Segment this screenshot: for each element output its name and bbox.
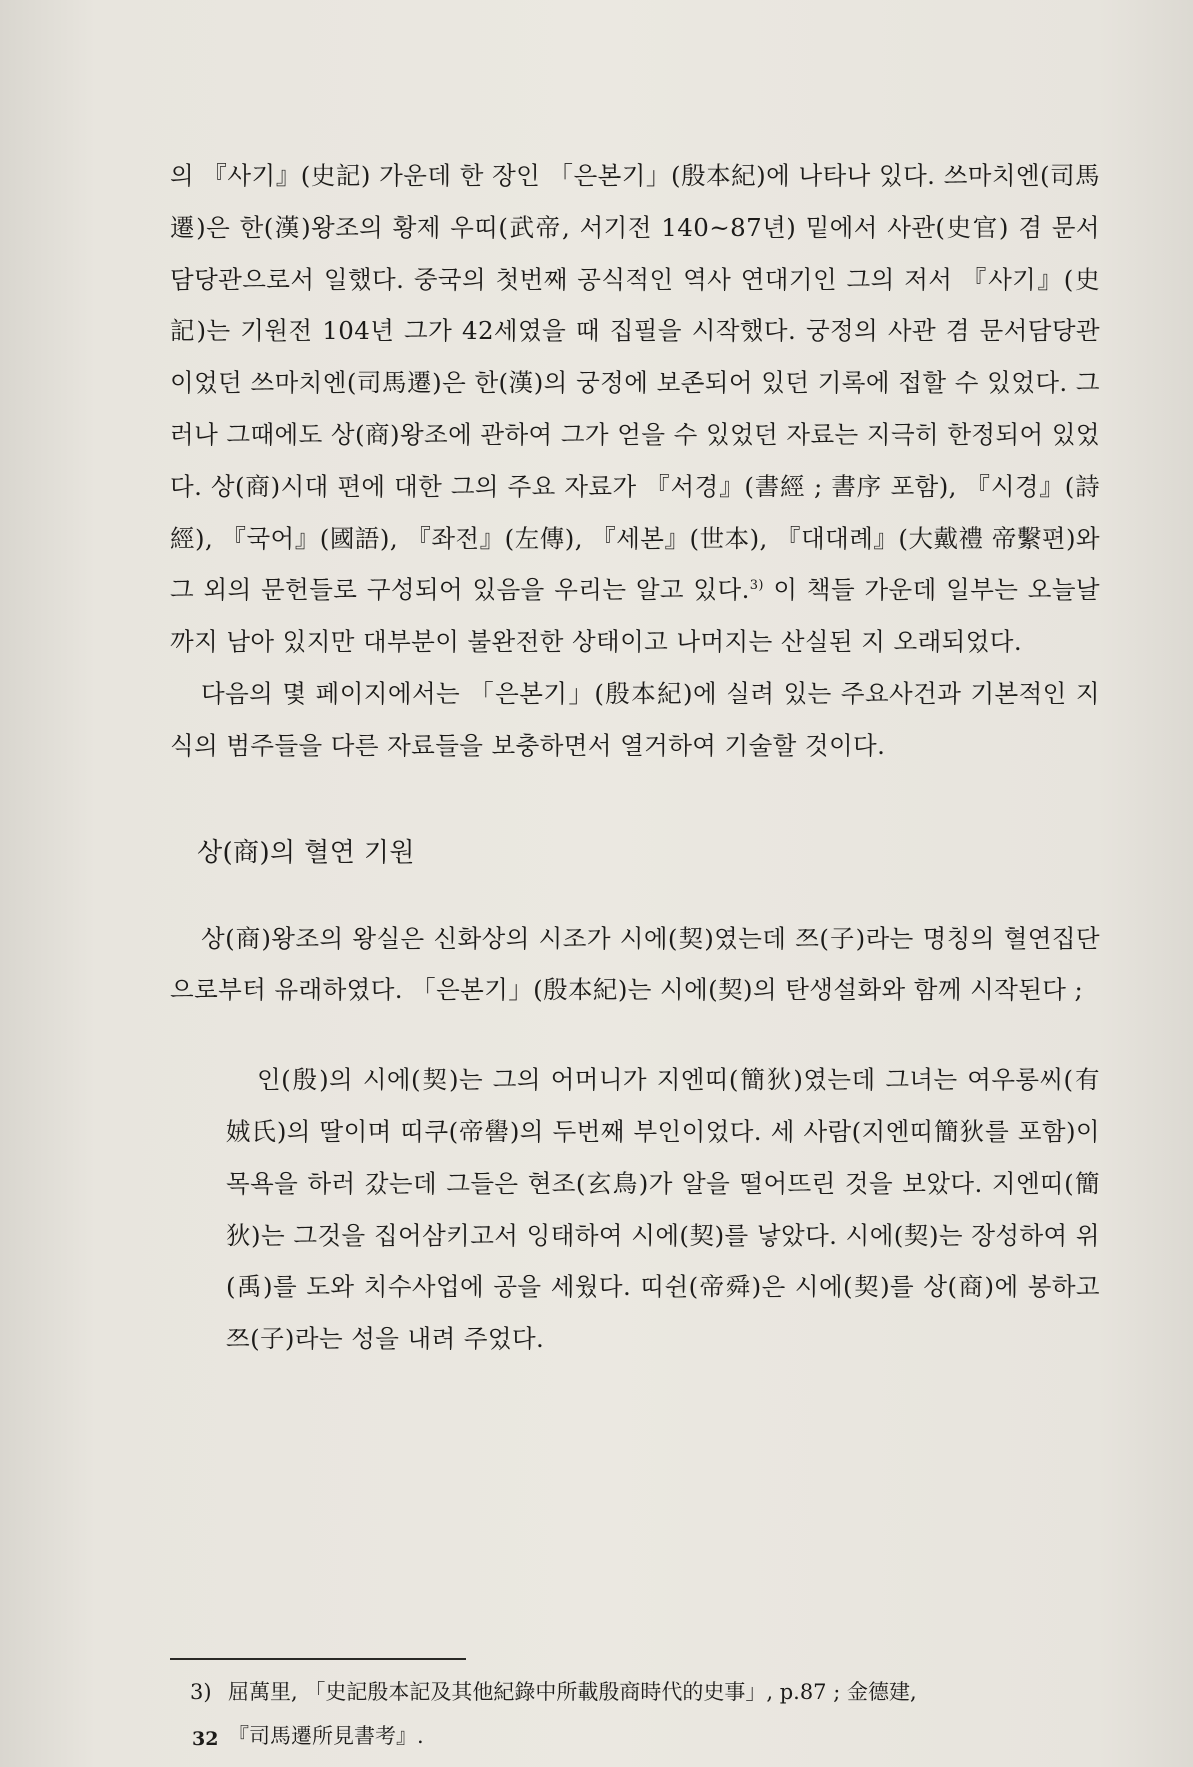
body-text [170, 150, 1100, 1365]
footnote-text-1: 屈萬里, 「史記殷本記及其他紀錄中所載殷商時代的史事」, p.87 ; 金德建, [228, 1680, 917, 1704]
footnote-reference: 3) [749, 578, 764, 594]
footnote-number: 3) [190, 1680, 212, 1704]
footnote-line-2: 『司馬遷所見書考』. [228, 1724, 424, 1748]
page-number: 32 [192, 1728, 219, 1750]
paragraph-3: 상(商)왕조의 왕실은 신화상의 시조가 시에(契)였는데 쯔(子)라는 명칭의 혈연집단으로부터 유래하였다. 「은본기」(殷本紀)는 시에(契)의 탄생설화와 함께 시작된다 ; [170, 923, 1100, 1005]
paragraph-1 [170, 150, 1100, 668]
paragraph-1-tail: 이 책들 가운데 일부는 오늘날까지 남아 있지만 대부분이 불완전한 상태이고 나머지는 산실된 지 오래되었다. [170, 575, 1100, 657]
section-heading: 상(商)의 혈연 기원 [197, 837, 415, 868]
footnote-line-1 [190, 1670, 1095, 1714]
paragraph-2: 다음의 몇 페이지에서는 「은본기」(殷本紀)에 실려 있는 주요사건과 기본적인 지식의 범주들을 다른 자료들을 보충하면서 열거하여 기술할 것이다. [170, 678, 1100, 760]
paragraph-1-text: 의 『사기』(史記) 가운데 한 장인 「은본기」(殷本紀)에 나타나 있다. 쓰마치엔(司馬遷)은 한(漢)왕조의 황제 우띠(武帝, 서기전 140~87년) 밑에서 사관(史官) 겸 문서담당관으로서 일했다. 중국의 첫번째 공식적인 역사 연대기인 그의 저서 『사기』(史記)는 기원전 104년 그가 42세였을 때 집필을 시작했다. 궁정의 사관 겸 문서담당관이었던 쓰마치엔(司馬遷)은 한(漢)의 궁정에 보존되어 있던 기록에 접할 수 있었다. 그러나 그때에도 상(商)왕조에 관하여 그가 얻을 수 있었던 자료는 지극히 한정되어 있었다. 상(商)시대 편에 대한 그의 주요 자료가 『서경』(書經 ; 書序 포함), 『시경』(詩經), 『국어』(國語), 『좌전』(左傳), 『세본』(世本), 『대대례』(大戴禮 帝繫편)와 그 외의 문헌들로 구성되어 있음을 우리는 알고 있다. [170, 161, 1100, 605]
footnote [190, 1670, 1095, 1758]
footnote-divider [170, 1658, 466, 1660]
block-quote: 인(殷)의 시에(契)는 그의 어머니가 지엔띠(簡狄)였는데 그녀는 여우롱씨(有娀氏)의 딸이며 띠쿠(帝嚳)의 두번째 부인이었다. 세 사람(지엔띠簡狄를 포함)이 목욕을 하러 갔는데 그들은 현조(玄鳥)가 알을 떨어뜨린 것을 보았다. 지엔띠(簡狄)는 그것을 집어삼키고서 잉태하여 시에(契)를 낳았다. 시에(契)는 장성하여 위(禹)를 도와 치수사업에 공을 세웠다. 띠쉰(帝舜)은 시에(契)를 상(商)에 봉하고 쯔(子)라는 성을 내려 주었다. [226, 1065, 1100, 1354]
